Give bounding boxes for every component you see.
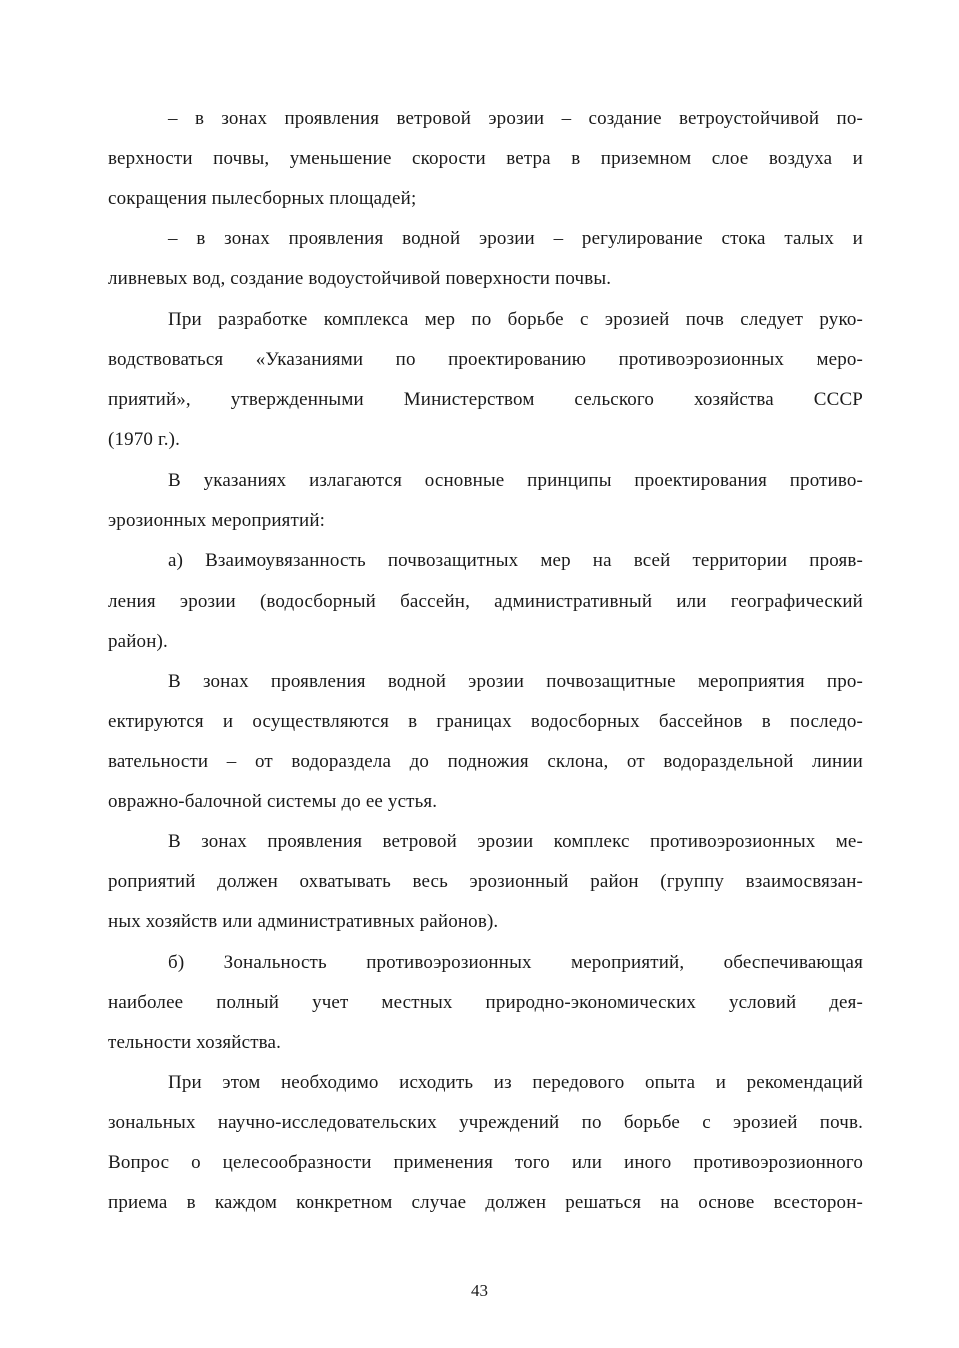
paragraph-1-line-1: – в зонах проявления ветровой эрозии – создание ветроустойчивой по- xyxy=(168,108,863,129)
paragraph-5-line-1: а) Взаимоувязанность почвозащитных мер на всей территории прояв- xyxy=(168,550,863,571)
paragraph-4-line-1: В указаниях излагаются основные принципы проектирования противо- xyxy=(168,470,863,491)
page-number: 43 xyxy=(471,1281,488,1300)
paragraph-8-line-1: б) Зональность противоэрозионных мероприятий, обеспечивающая xyxy=(168,952,863,973)
paragraph-7-line-1: В зонах проявления ветровой эрозии комплекс противоэрозионных ме- xyxy=(168,831,863,852)
paragraph-6-line-2: ектируются и осуществляются в границах водосборных бассейнов в последо- xyxy=(108,711,863,732)
paragraph-9-line-3: Вопрос о целесообразности применения того или иного противоэрозионного xyxy=(108,1152,863,1173)
paragraph-9-line-1: При этом необходимо исходить из передового опыта и рекомендаций xyxy=(168,1072,863,1093)
paragraph-3-line-1: При разработке комплекса мер по борьбе с эрозией почв следует руко- xyxy=(168,309,863,330)
paragraph-6-line-1: В зонах проявления водной эрозии почвозащитные мероприятия про- xyxy=(168,671,863,692)
paragraph-8-line-3: тельности хозяйства. xyxy=(108,1032,282,1053)
paragraph-4-line-2: эрозионных мероприятий: xyxy=(108,510,326,531)
paragraph-6-line-3: вательности – от водораздела до подножия склона, от водораздельной линии xyxy=(108,751,863,772)
paragraph-3-line-3: приятий», утвержденными Министерством сельского хозяйства СССР xyxy=(108,389,863,410)
paragraph-5-line-3: район). xyxy=(108,631,168,652)
paragraph-1-line-2: верхности почвы, уменьшение скорости ветра в приземном слое воздуха и xyxy=(108,148,863,169)
paragraph-2-line-1: – в зонах проявления водной эрозии – регулирование стока талых и xyxy=(168,228,863,249)
paragraph-7-line-2: роприятий должен охватывать весь эрозионный район (группу взаимосвязан- xyxy=(108,871,863,892)
paragraph-3-line-2: водствоваться «Указаниями по проектированию противоэрозионных меро- xyxy=(108,349,863,370)
paragraph-9-line-2: зональных научно-исследовательских учреждений по борьбе с эрозией почв. xyxy=(108,1112,863,1133)
paragraph-5-line-2: ления эрозии (водосборный бассейн, административный или географический xyxy=(108,591,863,612)
paragraph-3-line-4: (1970 г.). xyxy=(108,429,181,450)
paragraph-9-line-4: приема в каждом конкретном случае должен решаться на основе всесторон- xyxy=(108,1192,863,1213)
paragraph-2-line-2: ливневых вод, создание водоустойчивой поверхности почвы. xyxy=(108,268,612,289)
paragraph-8-line-2: наиболее полный учет местных природно-экономических условий дея- xyxy=(108,992,863,1013)
paragraph-6-line-4: овражно-балочной системы до ее устья. xyxy=(108,791,438,812)
paragraph-7-line-3: ных хозяйств или административных районов). xyxy=(108,911,499,932)
paragraph-1-line-3: сокращения пылесборных площадей; xyxy=(108,188,417,209)
